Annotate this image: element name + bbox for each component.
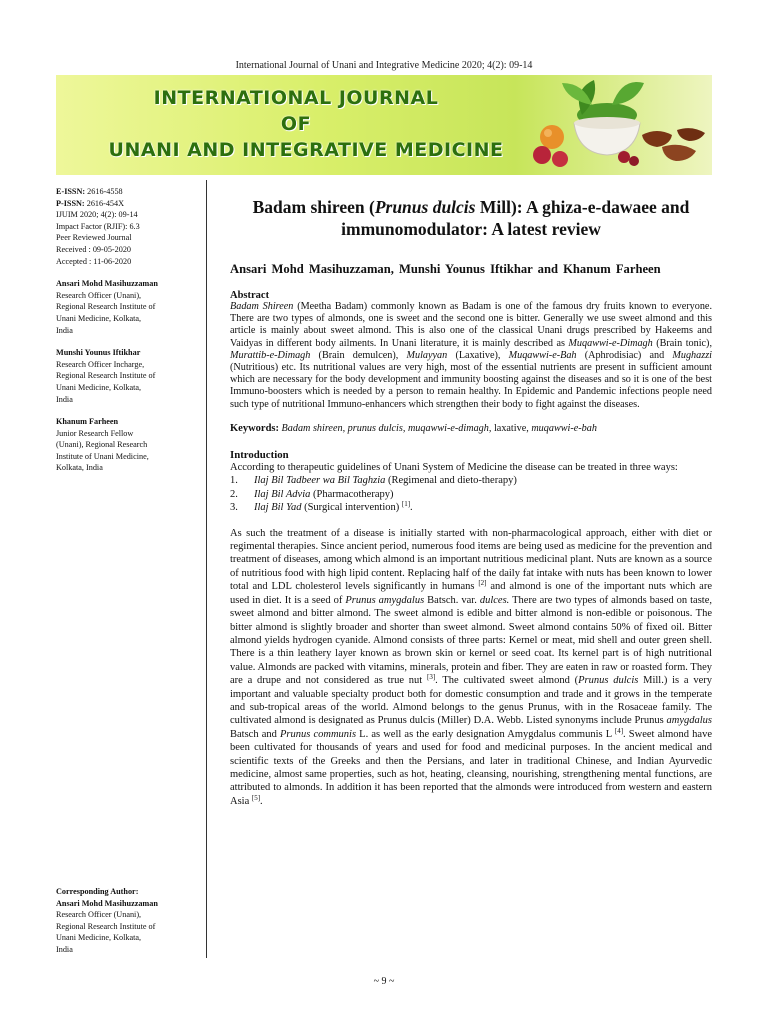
journal-banner [56,75,712,175]
article-info-sidebar [56,186,196,474]
introduction-heading: Introduction [230,449,289,462]
list-item: 2. Ilaj Bil Advia (Pharmacotherapy) [230,488,394,500]
running-head: International Journal of Unani and Integrative Medicine 2020; 4(2): 09-14 [235,60,533,71]
body-paragraph: As such the treatment of a disease is initially started with non-pharmacological approach, either with diet or regimental therapies. Since ancient period, numerous food items are being used as medicine for the prevention and treatment of diseases, among which almond is an important nutritious medicinal plant. Nuts are known as a source of nutritious food with high lipid content. Replacing half of the daily fat intake with nuts has been known to lower total and LDL cholesterol levels significantly in humans [2] and almond is one of the important nuts which are used in diet. It is a seed of Prunus amygdalus Batsch. var. dulces. There are two types of almonds based on taste, sweet almond and bitter almond. The sweet almond is edible and bitter almond is non-edible or poisonous. The bitter almond is slightly broader and shorter than sweet almond. Sweet almond contains 50% of fixed oil. Bitter almond yields hydrogen cyanide. Almond consists of three parts: Kernel or meat, mid shell and outer green shell. There is a thin leathery layer known as brown skin or kernel or seed coat. Its kernel part is of high nutritional value. Almonds are packed with vitamins, minerals, protein and fiber. They are eaten in raw or roasted form. They are a drupe and not considered as true nut [3]. The cultivated sweet almond (Prunus dulcis Mill.) is a very important and valuable specialty product both for domestic consumption and trade and it grows in the temperate and sub-tropical areas of the world. Almond belongs to the genus Prunus, with in the Rosaceae family. The cultivated almond is designated as Prunus dulcis (Miller) D.A. Webb. Listed synonyms include Prunus amygdalus Batsch and Prunus communis L. as well as the early designation Amygdalus communis L [4]. Sweet almond have been cultivated for thousands of years and used for food and medicinal purposes. In the ancient medical and scientific texts of the Greeks and then the Persians, and later in traditional Chinese, and Indian Ayurvedic medicine, almost same properties, such as hot, heating, cleansing, nourishing, strengthening mental functions, are attributed to almonds. In addition it has been reported that the almonds were introduced from western and eastern Asia [5]. [230,527,713,807]
abstract-heading: Abstract [230,290,270,301]
affiliation-line: Unani Medicine, Kolkata, [56,313,142,323]
affiliation-line: Unani Medicine, Kolkata, [56,933,142,943]
affiliation-line: Institute of Unani Medicine, [56,451,149,461]
herbs-mortar-illustration [512,75,712,175]
accepted-date: Accepted : 11-06-2020 [56,256,132,266]
affiliation-line: Kolkata, India [56,463,103,473]
intro-text: According to therapeutic guidelines of Unani System of Medicine the disease can be treated in three ways: [230,462,678,474]
pissn: 2616-454X [86,198,125,208]
column-divider [206,180,207,958]
journal-meta [56,186,196,267]
corresponding-name: Ansari Mohd Masihuzzaman [56,898,158,908]
banner-line-1: INTERNATIONAL JOURNAL [153,87,439,109]
author-name: Khanum Farheen [56,417,119,427]
author-affiliation [56,278,196,336]
affiliation-line: Junior Research Fellow [56,428,134,438]
received-date: Received : 09-05-2020 [56,244,132,254]
list-item: 3. Ilaj Bil Yad (Surgical intervention) [1]. [230,500,413,514]
impact-factor: Impact Factor (RJIF): 6.3 [56,221,140,231]
affiliation-line: India [56,944,73,954]
list-item: 1. Ilaj Bil Tadbeer wa Bil Taghzia (Regimenal and dieto-therapy) [230,475,517,487]
banner-line-2: OF [280,113,312,135]
affiliation-line: Regional Research Institute of [56,371,156,381]
corresponding-label: Corresponding Author: [56,887,139,896]
affiliation-line: Research Officer (Unani), [56,290,142,300]
affiliation-line: Research Officer Incharge, [56,359,145,369]
affiliation-line: India [56,394,73,404]
affiliation-line: Unani Medicine, Kolkata, [56,382,142,392]
page-number: ~ 9 ~ [373,976,395,987]
affiliation-line: Regional Research Institute of [56,921,156,931]
keywords: Keywords: Badam shireen, prunus dulcis, muqawwi-e-dimagh, laxative, muqawwi-e-bah [230,422,597,434]
affiliation-line: (Unani), Regional Research [56,440,148,450]
affiliation-line: Regional Research Institute of [56,302,156,312]
banner-line-3: UNANI AND INTEGRATIVE MEDICINE [108,139,504,161]
affiliation-line: Research Officer (Unani), [56,910,142,920]
author-affiliation [56,416,196,474]
article-title: Badam shireen (Prunus dulcis Mill): A ghiza-e-dawaee and immunomodulator: A latest review [252,197,690,239]
author-list: Ansari Mohd Masihuzzaman, Munshi Younus Iftikhar and Khanum Farheen [230,262,661,276]
article-main [230,196,712,819]
author-affiliation [56,347,196,405]
author-name: Munshi Younus Iftikhar [56,348,141,358]
ijuim: IJUIM 2020; 4(2): 09-14 [56,210,138,220]
eissn-label: E-ISSN: [56,187,86,196]
treatment-list [230,474,712,514]
eissn: 2616-4558 [87,187,123,196]
pissn-label: P-ISSN: [56,198,85,208]
corresponding-author [56,886,196,956]
peer-reviewed: Peer Reviewed Journal [56,233,132,243]
abstract-text: Badam Shireen (Meetha Badam) commonly known as Badam is one of the famous dry fruits known to everyone. There are two types of almonds, one is sweet and the second one is bitter. Generally we use sweet almond and this article is mainly about sweet almond. This is also one of the classical Unani drugs prescribed by Hakeems and Vaidyas in different body ailments. In Unani literature, it is mainly described as Muqawwi-e-Dimagh (Brain tonic), Murattib-e-Dimagh (Brain demulcen), Mulayyan (Laxative), Muqawwi-e-Bah (Aphrodisiac) and Mughazzi (Nutritious) etc. Its nutritional values are very high, most of the essential nutrients are present in sufficient amount which are necessary for the body development and immunity boosting against the diseases and so it is one of the best Immuno-boosters which is needed by a person to remain healthy. In Epidemic and Pandemic infections people need such type of nutritional Immuno-enhancers which strengthen their body to fight against the diseases. [230,301,712,410]
author-name: Ansari Mohd Masihuzzaman [56,279,158,289]
affiliation-line: India [56,325,73,335]
